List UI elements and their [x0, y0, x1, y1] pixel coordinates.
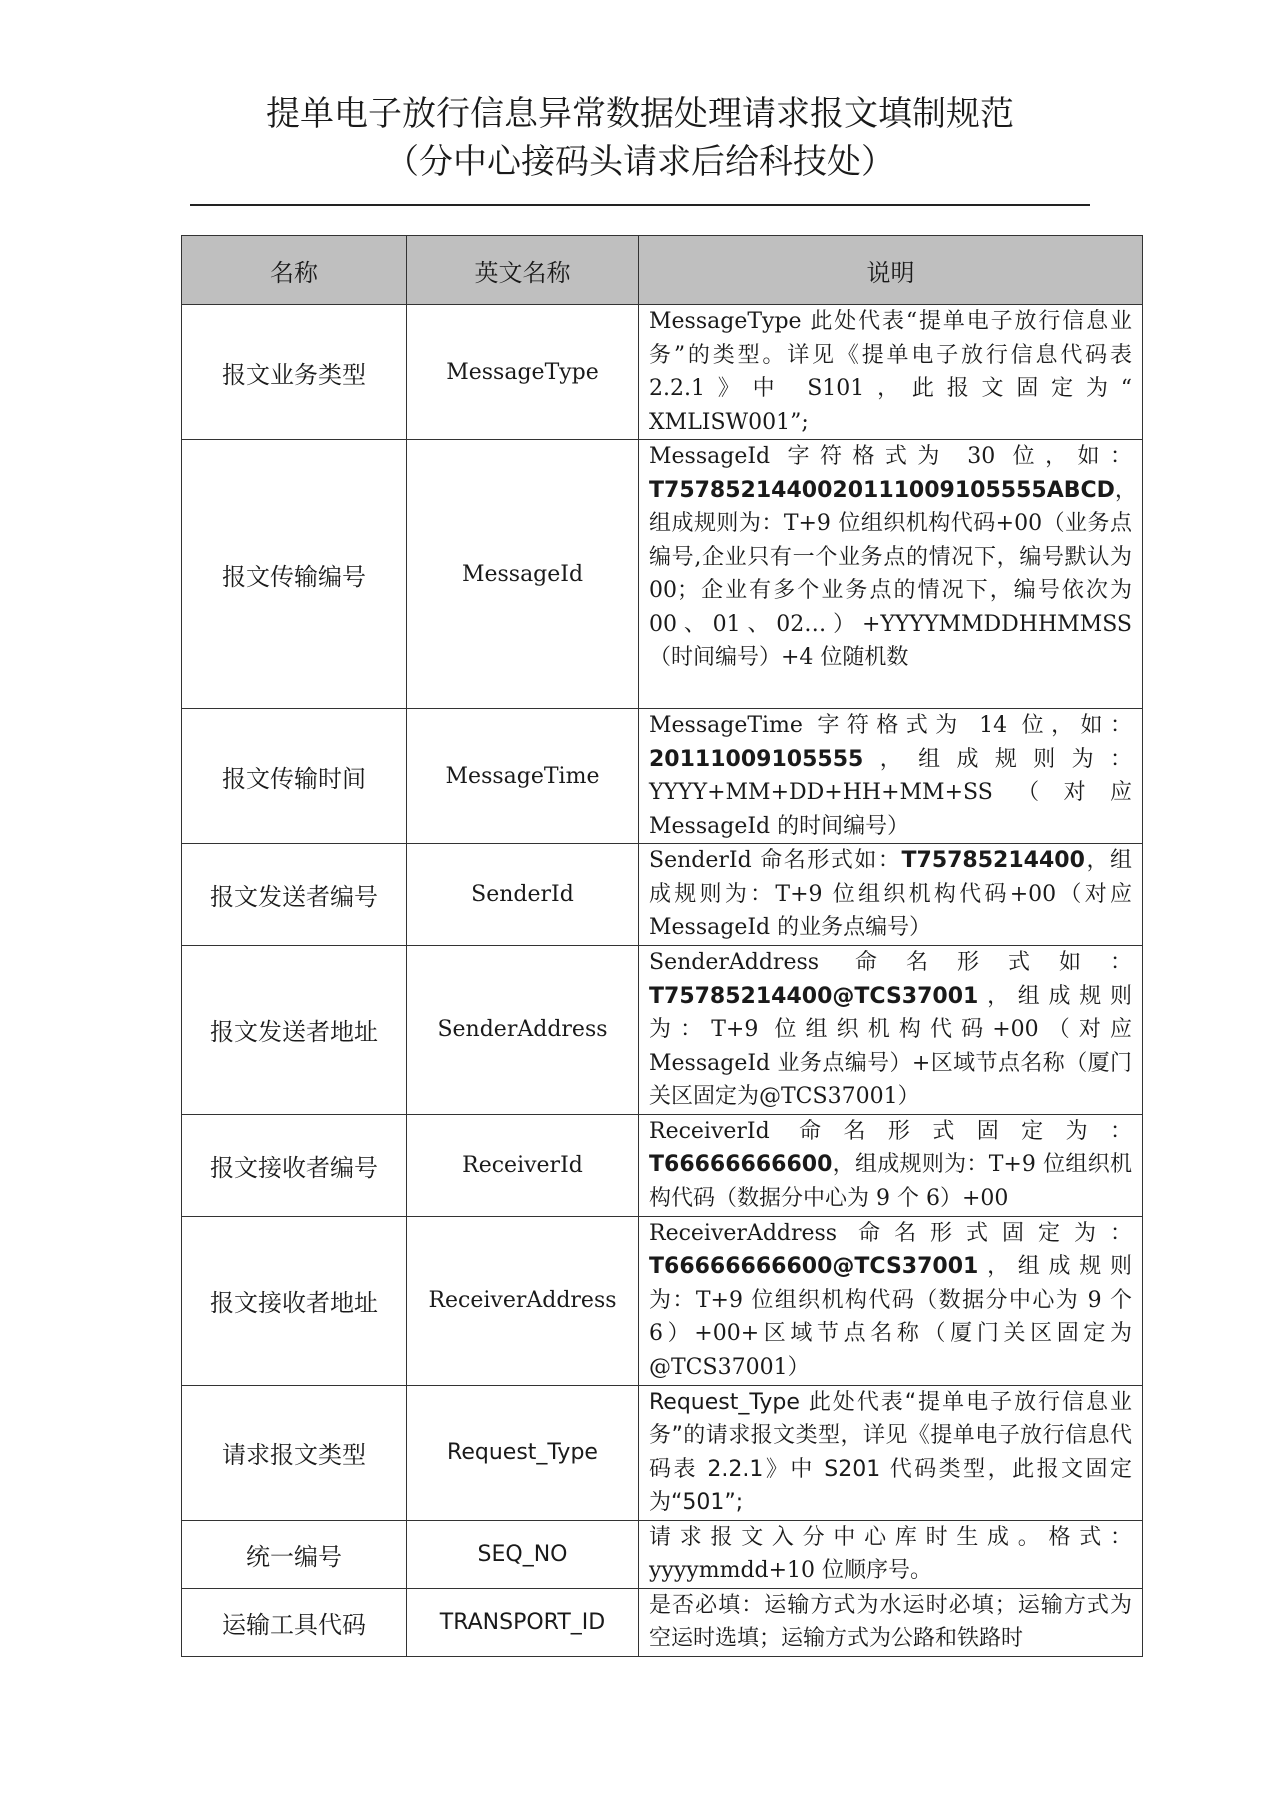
table-row	[182, 1588, 1143, 1656]
field-description-cell	[639, 709, 1143, 844]
description-text: ReceiverAddress 命名形式固定为：	[649, 1220, 1132, 1246]
description-text: ReceiverId 命名形式固定为：	[649, 1118, 1132, 1144]
field-description-cell	[639, 946, 1143, 1115]
field-english-name-cell: SenderAddress	[407, 946, 639, 1115]
field-english-name-cell: SenderId	[407, 844, 639, 946]
field-description-cell	[639, 1588, 1143, 1656]
title-divider	[190, 204, 1090, 206]
table-row	[182, 1114, 1143, 1216]
field-name-cell: 运输工具代码	[182, 1588, 407, 1656]
field-name-cell: 报文传输编号	[182, 440, 407, 709]
field-name-cell: 报文接收者编号	[182, 1114, 407, 1216]
description-text: ，组成规则为：T+9 位组织机构代码（数据分中心为 9 个 6）+00+区域节点名称（厦门关区固定为@TCS37001）	[649, 1254, 1132, 1380]
description-example-value: 20111009105555	[649, 746, 864, 772]
field-english-name-cell: ReceiverAddress	[407, 1216, 639, 1385]
description-text: SenderAddress 命名形式如：	[649, 950, 1132, 975]
table-body	[182, 305, 1143, 1657]
description-text: MessageType 此处代表“提单电子放行信息业务”的类型。详见《提单电子放行信息代码表 2.2.1》中 S101，此报文固定为“ XMLISW001”;	[649, 309, 1132, 435]
description-example-value: T7578521440020111009105555ABCD	[649, 477, 1115, 503]
field-name-cell: 报文接收者地址	[182, 1216, 407, 1385]
description-text: 请求报文入分中心库时生成。格式：yyyymmdd+10 位顺序号。	[649, 1524, 1132, 1583]
description-text: ，组成规则为：T+9 位组织机构代码（数据分中心为 9 个 6）+00	[649, 1152, 1132, 1211]
spec-table	[181, 235, 1143, 1657]
description-text: MessageId 字符格式为 30 位，如：	[649, 444, 1132, 469]
table-row	[182, 709, 1143, 844]
field-english-name-cell: MessageType	[407, 305, 639, 440]
field-description-cell	[639, 305, 1143, 440]
header-english-name: 英文名称	[407, 236, 639, 305]
field-name-cell: 统一编号	[182, 1520, 407, 1588]
description-example-value: T75785214400@TCS37001	[649, 983, 979, 1009]
field-description-cell	[639, 1385, 1143, 1520]
table-row	[182, 844, 1143, 946]
description-text: Request_Type 此处代表“提单电子放行信息业务”的请求报文类型，详见《提单电子放行信息代码表 2.2.1》中 S201 代码类型，此报文固定为“501”;	[649, 1389, 1132, 1515]
field-english-name-cell: TRANSPORT_ID	[407, 1588, 639, 1656]
field-description-cell	[639, 1114, 1143, 1216]
description-text: ，组成规则为：YYYY+MM+DD+HH+MM+SS（对应 MessageId 的时间编号）	[649, 746, 1132, 839]
description-text: SenderId 命名形式如：	[649, 848, 902, 873]
field-english-name-cell: MessageTime	[407, 709, 639, 844]
description-text: MessageTime 字符格式为 14 位，如：	[649, 713, 1132, 738]
description-text: ，组成规则为：T+9 位组织机构代码+00（业务点编号,企业只有一个业务点的情况下，编号默认为 00；企业有多个业务点的情况下，编号依次为 00、01、02…）+YYYYMMDDHHMMSS（时间编号）+4 位随机数	[649, 477, 1137, 670]
document-subtitle: （分中心接码头请求后给科技处）	[385, 142, 895, 182]
field-name-cell: 报文发送者编号	[182, 844, 407, 946]
field-description-cell	[639, 844, 1143, 946]
field-english-name-cell: MessageId	[407, 440, 639, 709]
field-english-name-cell: ReceiverId	[407, 1114, 639, 1216]
description-text: 是否必填：运输方式为水运时必填；运输方式为空运时选填；运输方式为公路和铁路时	[649, 1592, 1132, 1651]
table-header-row	[182, 236, 1143, 305]
field-description-cell	[639, 440, 1143, 709]
table-row	[182, 1520, 1143, 1588]
table-row	[182, 946, 1143, 1115]
table-row	[182, 305, 1143, 440]
description-text: ，组成规则为：T+9 位组织机构代码+00（对应 MessageId 的业务点编号）	[649, 848, 1132, 940]
field-name-cell: 报文业务类型	[182, 305, 407, 440]
table-row	[182, 440, 1143, 709]
field-description-cell	[639, 1216, 1143, 1385]
description-example-value: T66666666600	[649, 1152, 833, 1177]
table-row	[182, 1216, 1143, 1385]
field-description-cell	[639, 1520, 1143, 1588]
field-english-name-cell: Request_Type	[407, 1385, 639, 1520]
document-title: 提单电子放行信息异常数据处理请求报文填制规范	[266, 94, 1014, 134]
description-example-value: T66666666600@TCS37001	[649, 1254, 979, 1279]
description-example-value: T75785214400	[901, 848, 1085, 873]
header-description: 说明	[639, 236, 1143, 305]
table-row	[182, 1385, 1143, 1520]
field-name-cell: 报文传输时间	[182, 709, 407, 844]
header-name: 名称	[182, 236, 407, 305]
field-name-cell: 请求报文类型	[182, 1385, 407, 1520]
description-text: ，组成规则为：T+9 位组织机构代码+00（对应 MessageId 业务点编号）+区域节点名称（厦门关区固定为@TCS37001）	[649, 983, 1132, 1109]
field-name-cell: 报文发送者地址	[182, 946, 407, 1115]
field-english-name-cell: SEQ_NO	[407, 1520, 639, 1588]
